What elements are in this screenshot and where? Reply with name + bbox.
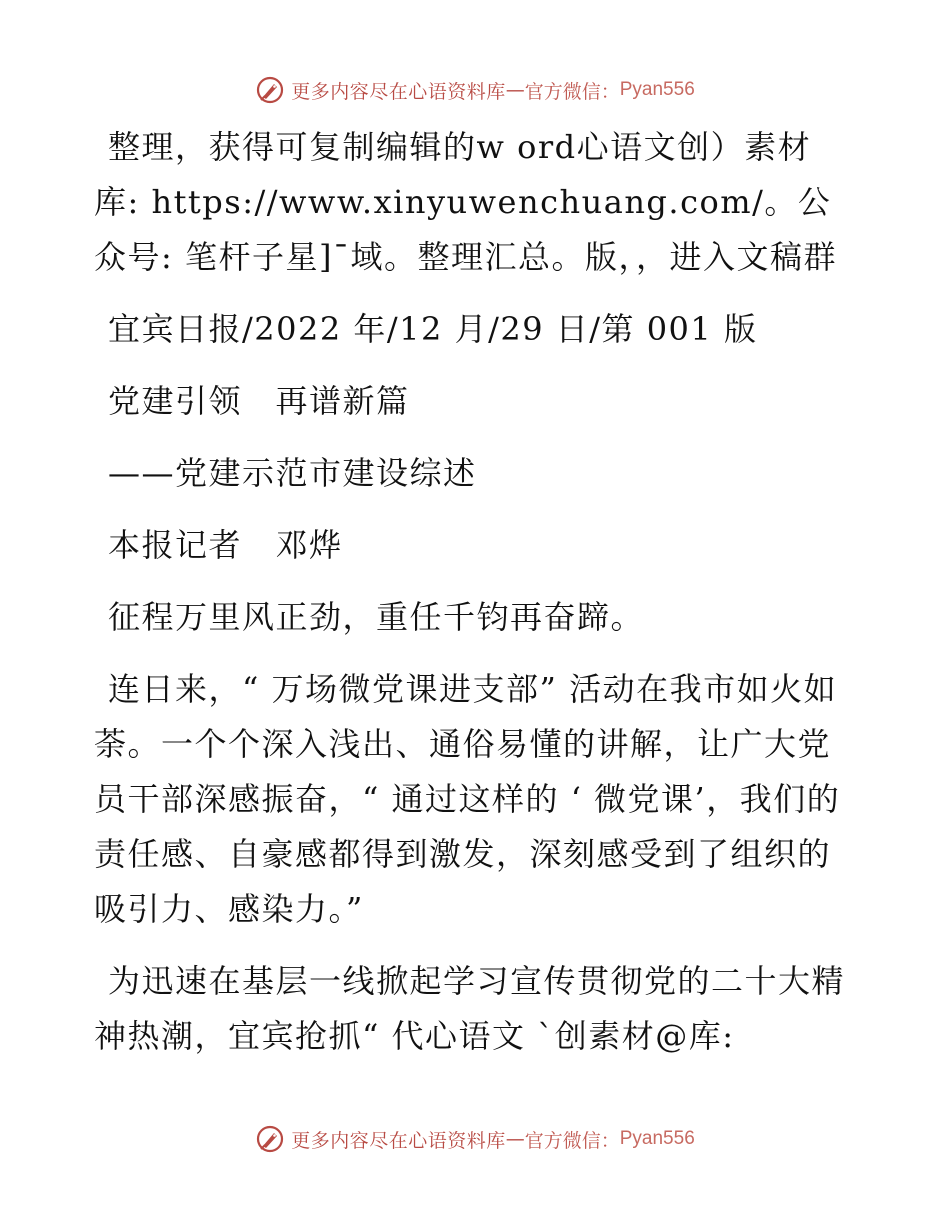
source-line: 宜宾日报/2022 年/12 月/29 日/第 001 版 [108, 310, 758, 348]
article-title: 党建引领 再谱新篇 [108, 382, 410, 420]
document-body [94, 120, 854, 1064]
footer-watermark [0, 1119, 950, 1159]
watermark-wechat-label: 官方微信： [524, 1129, 620, 1152]
watermark-wechat-id: Pyan556 [619, 1128, 695, 1149]
watermark-brand: 更多内容尽在心语资料库 [291, 1129, 506, 1152]
watermark-brand: 更多内容尽在心语资料库 [291, 80, 506, 103]
article-subtitle: ——党建示范市建设综述 [108, 454, 477, 492]
watermark-wechat-label: 官方微信： [524, 80, 620, 103]
body-paragraph: 连日来，“ 万场微党课进支部” 活动在我市如火如荼。一个个深入浅出、通俗易懂的讲解，让广大党员干部深感振奋，“ 通过这样的 ‘ 微党课’，我们的责任感、自豪感都得到激发，深刻感受到了组织的吸引力、感染力。” [94, 670, 841, 928]
body-paragraph: 征程万里风正劲，重任千钧再奋蹄。 [108, 598, 645, 636]
intro-paragraph: 整理，获得可复制编辑的w ord心语文创）素材库: https://www.xinyuwenchuang.com/。公众号: 笔杆子星]¯域。整理汇总。版，，进入文稿群 [94, 128, 837, 276]
pen-nib-logo-icon [255, 75, 285, 105]
body-paragraph: 为迅速在基层一线掀起学习宣传贯彻党的二十大精神热潮，宜宾抢抓“ 代心语文 ˋ创素材@库: [94, 962, 846, 1055]
article-byline: 本报记者 邓烨 [108, 526, 343, 564]
pen-nib-logo-icon [255, 1124, 285, 1154]
watermark-wechat-id: Pyan556 [619, 79, 695, 100]
watermark-separator: — [505, 1128, 525, 1150]
header-watermark [0, 70, 950, 110]
watermark-separator: — [505, 79, 525, 101]
